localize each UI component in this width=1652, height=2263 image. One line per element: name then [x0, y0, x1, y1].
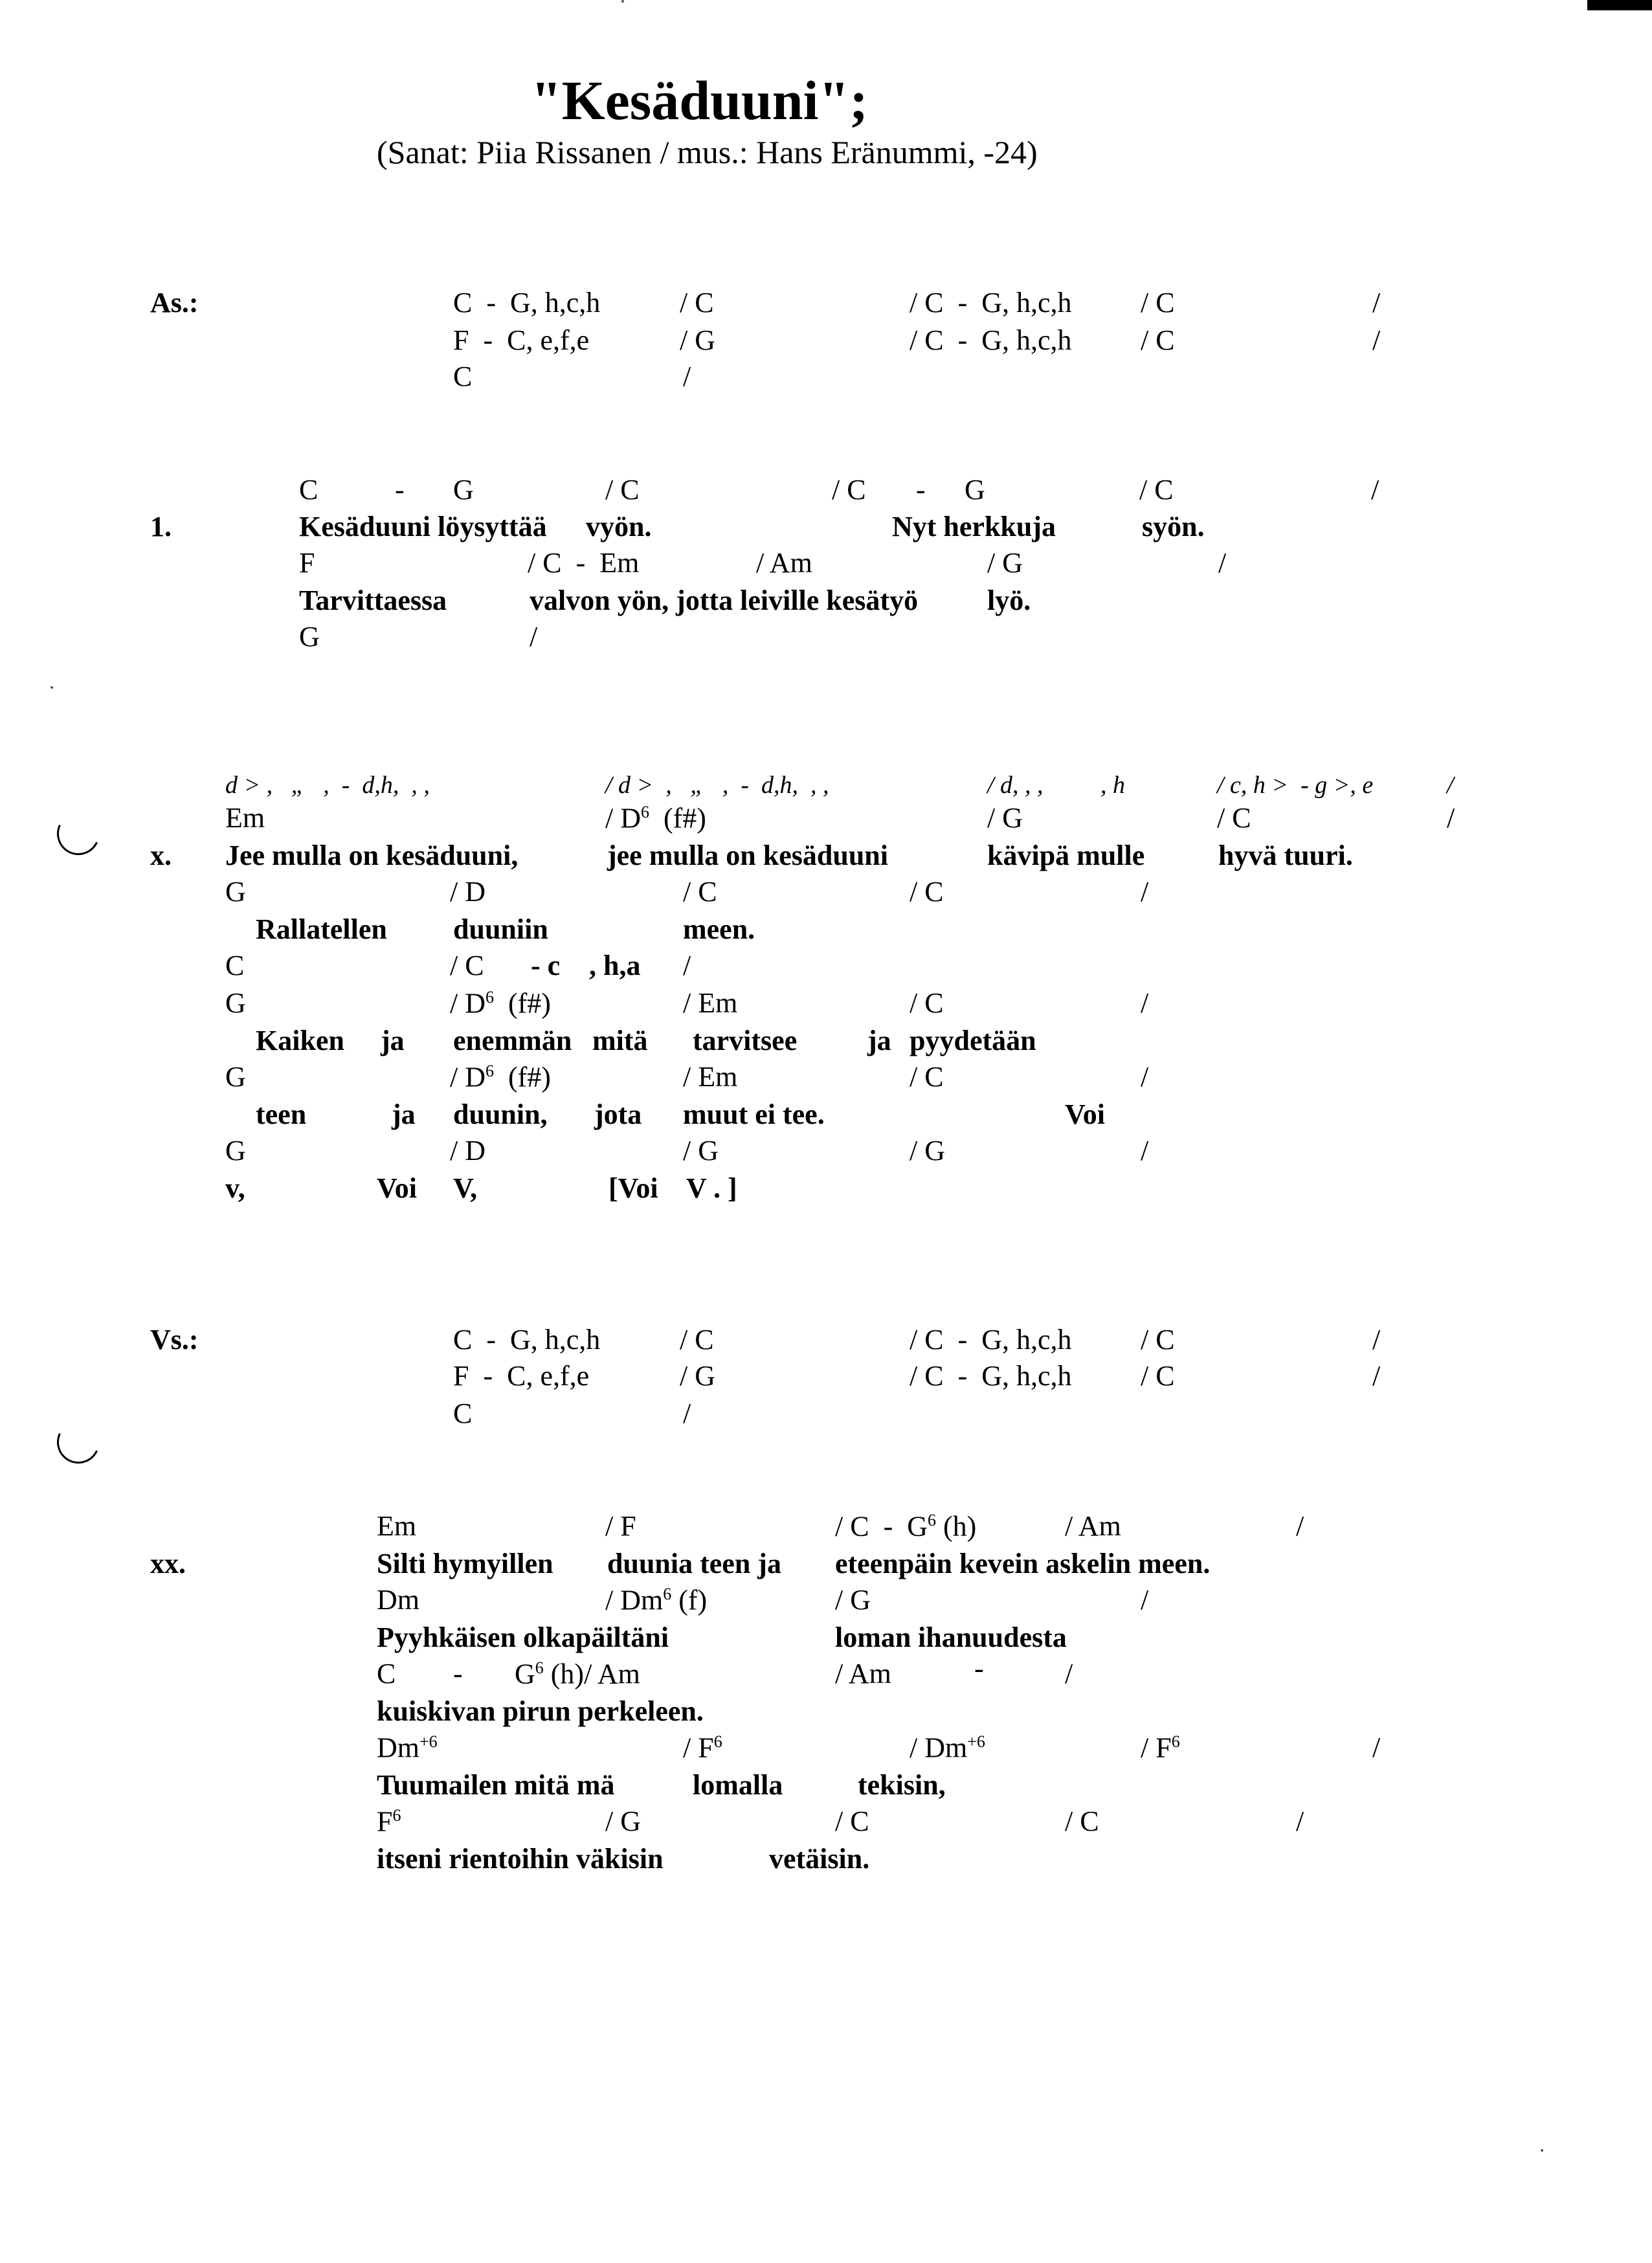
lyric: V,: [453, 1172, 478, 1204]
bar-line: /: [1218, 547, 1227, 579]
bar-line: /: [1141, 987, 1149, 1019]
chord: / C - G, h,c,h: [910, 324, 1072, 356]
melody-notation: / c, h > - g >, e: [1217, 772, 1374, 799]
chord: $F^6$: [377, 1805, 401, 1838]
chord: / G: [680, 324, 715, 356]
lyric: jee mulla on kesäduuni: [607, 840, 888, 871]
bar-line: /: [1372, 287, 1381, 318]
bar-line: /: [1372, 1732, 1381, 1763]
chord: / G: [910, 1135, 945, 1166]
interlude-label: Vs.:: [150, 1324, 199, 1355]
chord: / C - G, h,c,h: [910, 1360, 1072, 1392]
page-title: "Kesäduuni";: [531, 69, 868, 131]
chord: G: [225, 1061, 246, 1093]
lyric: kävipä mulle: [987, 840, 1145, 871]
lyric: hyvä tuuri.: [1218, 840, 1353, 871]
scan-edge-mark: [1587, 0, 1652, 10]
chord: C - G, h,c,h: [453, 287, 601, 318]
lyric: ja: [381, 1025, 405, 1056]
chord: G: [225, 1135, 246, 1166]
scan-speck: [50, 686, 53, 689]
chord: - c: [531, 950, 561, 981]
pencil-margin-mark: [51, 807, 106, 862]
chord: / D: [450, 876, 486, 908]
chord: $Dm^{+6}$: [377, 1732, 438, 1764]
lyric: Voi: [377, 1172, 417, 1204]
chord: -: [453, 1658, 463, 1689]
chord: Em: [225, 802, 265, 834]
chord: G: [225, 876, 246, 908]
lyric: V . ]: [686, 1172, 737, 1204]
bar-line: /: [1141, 1584, 1149, 1616]
lyric: pyydetään: [910, 1025, 1036, 1056]
lyric: [Voi: [608, 1172, 658, 1204]
chord: C: [453, 361, 473, 392]
melody-notation: / d, , ,: [987, 772, 1044, 799]
chord: / C - $G^6$ (h): [835, 1510, 977, 1543]
lyric: Silti hymyillen: [377, 1548, 553, 1579]
bar-line: /: [1296, 1510, 1304, 1542]
chord: / F: [605, 1510, 636, 1542]
chord: F - C, e,f,e: [453, 1360, 590, 1392]
lyric: muut ei tee.: [683, 1098, 825, 1130]
chord: G: [299, 621, 320, 652]
bar-line: /: [1372, 1324, 1381, 1355]
bridge-label: xx.: [150, 1548, 186, 1579]
lyric: eteenpäin kevein askelin meen.: [835, 1548, 1211, 1579]
melody-notation: /: [1447, 772, 1454, 799]
bar-line: /: [1065, 1658, 1073, 1689]
lyric: enemmän: [453, 1025, 572, 1056]
lyric: loman: [835, 1622, 911, 1653]
chord: / C: [832, 474, 866, 506]
lyric: vyön.: [586, 511, 652, 542]
bar-line: /: [530, 621, 538, 652]
melody-notation: / d > , „ , - d,h, , ,: [605, 772, 829, 799]
chord: C: [225, 950, 245, 981]
chord: / $F^6$: [1141, 1732, 1180, 1764]
lyric: valvon yön, jotta leiville kesätyö: [530, 585, 919, 616]
bar-line: /: [1141, 1061, 1149, 1093]
lyric: Kaiken: [256, 1025, 344, 1056]
lyric: Tarvittaessa: [299, 585, 447, 616]
lyric: duuniin: [453, 913, 548, 945]
chord: / C: [1065, 1805, 1099, 1837]
chord: / Em: [683, 987, 738, 1019]
chord: / C: [1141, 324, 1175, 356]
chord: / Dm$^6$ (f): [605, 1584, 708, 1616]
chord: / G: [605, 1805, 641, 1837]
melody-notation: d > , „ , - d,h, , ,: [225, 772, 430, 799]
chord: / C: [680, 1324, 714, 1355]
chord: / G: [835, 1584, 871, 1616]
chord: / $Dm^{+6}$: [910, 1732, 985, 1764]
lyric: tekisin,: [858, 1769, 946, 1801]
lyric: itseni rientoihin väkisin: [377, 1843, 664, 1875]
chord: F: [299, 547, 315, 579]
lyric: teen: [256, 1098, 307, 1130]
lyric: lomalla: [693, 1769, 783, 1801]
chord: / Em: [683, 1061, 738, 1093]
chord: / Am: [835, 1658, 891, 1689]
chord: / C: [910, 987, 944, 1019]
lyric: meen.: [683, 913, 755, 945]
lyric: v,: [225, 1172, 245, 1204]
lyric: lyö.: [987, 585, 1031, 616]
lyric: jota: [594, 1098, 642, 1130]
lyric: ihanuudesta: [918, 1622, 1067, 1653]
chord: G: [225, 987, 246, 1019]
chord: / $D^6$ (f#): [450, 1061, 551, 1093]
chord: / C - G, h,c,h: [910, 287, 1072, 318]
bar-line: /: [1296, 1805, 1304, 1837]
chord: Dm: [377, 1584, 419, 1616]
intro-label: As.:: [150, 287, 199, 318]
melody-notation: , h: [1100, 772, 1125, 799]
lyric: vetäisin.: [769, 1843, 870, 1875]
chord: / C: [835, 1805, 869, 1837]
chord: / G: [987, 547, 1023, 579]
lyric: Rallatellen: [256, 913, 387, 945]
chord: -: [395, 474, 405, 506]
scan-speck: [1541, 2149, 1543, 2152]
lyric: kuiskivan pirun perkeleen.: [377, 1695, 704, 1727]
chord: $G^6$ (h)/ Am: [515, 1658, 640, 1690]
lyric: Tuumailen mitä mä: [377, 1769, 615, 1801]
bar-line: /: [683, 950, 691, 981]
lyric: ja: [392, 1098, 416, 1130]
scan-speck: [621, 0, 624, 3]
lyric: Jee mulla on kesäduuni,: [225, 840, 519, 871]
chord: / C: [910, 1061, 944, 1093]
chord: / C: [1141, 287, 1175, 318]
chord: / C: [680, 287, 714, 318]
bar-line: /: [683, 1398, 691, 1429]
chord: G: [453, 474, 474, 506]
chord: / $D^6$ (f#): [450, 987, 551, 1020]
chord: / $F^6$: [683, 1732, 722, 1764]
pencil-margin-mark: [51, 1415, 106, 1470]
chord: C: [299, 474, 318, 506]
lyric: Nyt herkkuja: [892, 511, 1056, 542]
chord: / G: [680, 1360, 715, 1392]
chord: -: [916, 474, 926, 506]
verse-label: 1.: [150, 511, 172, 542]
lyric: Voi: [1065, 1098, 1105, 1130]
chord: / C: [1139, 474, 1174, 506]
lyric: Kesäduuni löysyttää: [299, 511, 547, 542]
chord: / C: [910, 876, 944, 908]
lyric: ja: [867, 1025, 891, 1056]
bar-line: /: [1372, 1360, 1381, 1392]
chord: / $D^6$ (f#): [605, 802, 706, 834]
chord: Em: [377, 1510, 417, 1542]
chord: , h,a: [589, 950, 641, 981]
chord: / G: [987, 802, 1023, 834]
bar-line: /: [1372, 324, 1381, 356]
lyric: syön.: [1142, 511, 1205, 542]
chord: / C - Em: [528, 547, 640, 579]
chord: C - G, h,c,h: [453, 1324, 601, 1355]
bar-line: /: [1141, 1135, 1149, 1166]
chord: / C: [450, 950, 484, 981]
bar-line: /: [1371, 474, 1379, 506]
chord: C: [453, 1398, 473, 1429]
lyric: mitä: [592, 1025, 648, 1056]
lyric: Pyyhkäisen olkapäiltäni: [377, 1622, 669, 1653]
chord: C: [377, 1658, 396, 1689]
chord: / Am: [756, 547, 812, 579]
credits-line: (Sanat: Piia Rissanen / mus.: Hans Eränummi, -24): [377, 134, 1038, 170]
chord: / C: [1141, 1324, 1175, 1355]
bar-line: /: [683, 361, 691, 392]
chord: / C: [683, 876, 717, 908]
chord: / C: [605, 474, 640, 506]
chord: F - C, e,f,e: [453, 324, 590, 356]
lyric: duunia teen ja: [607, 1548, 781, 1579]
bar-line: /: [1447, 802, 1455, 834]
chord: / C: [1141, 1360, 1175, 1392]
lyric: tarvitsee: [693, 1025, 798, 1056]
chord: -: [974, 1653, 984, 1684]
bar-line: /: [1141, 876, 1149, 908]
chord: / Am: [1065, 1510, 1121, 1542]
chord: / G: [683, 1135, 719, 1166]
chord: / C - G, h,c,h: [910, 1324, 1072, 1355]
chorus-label: x.: [150, 840, 172, 871]
chord: / D: [450, 1135, 486, 1166]
chord: / C: [1217, 802, 1251, 834]
lyric: duunin,: [453, 1098, 548, 1130]
chord: G: [965, 474, 985, 506]
